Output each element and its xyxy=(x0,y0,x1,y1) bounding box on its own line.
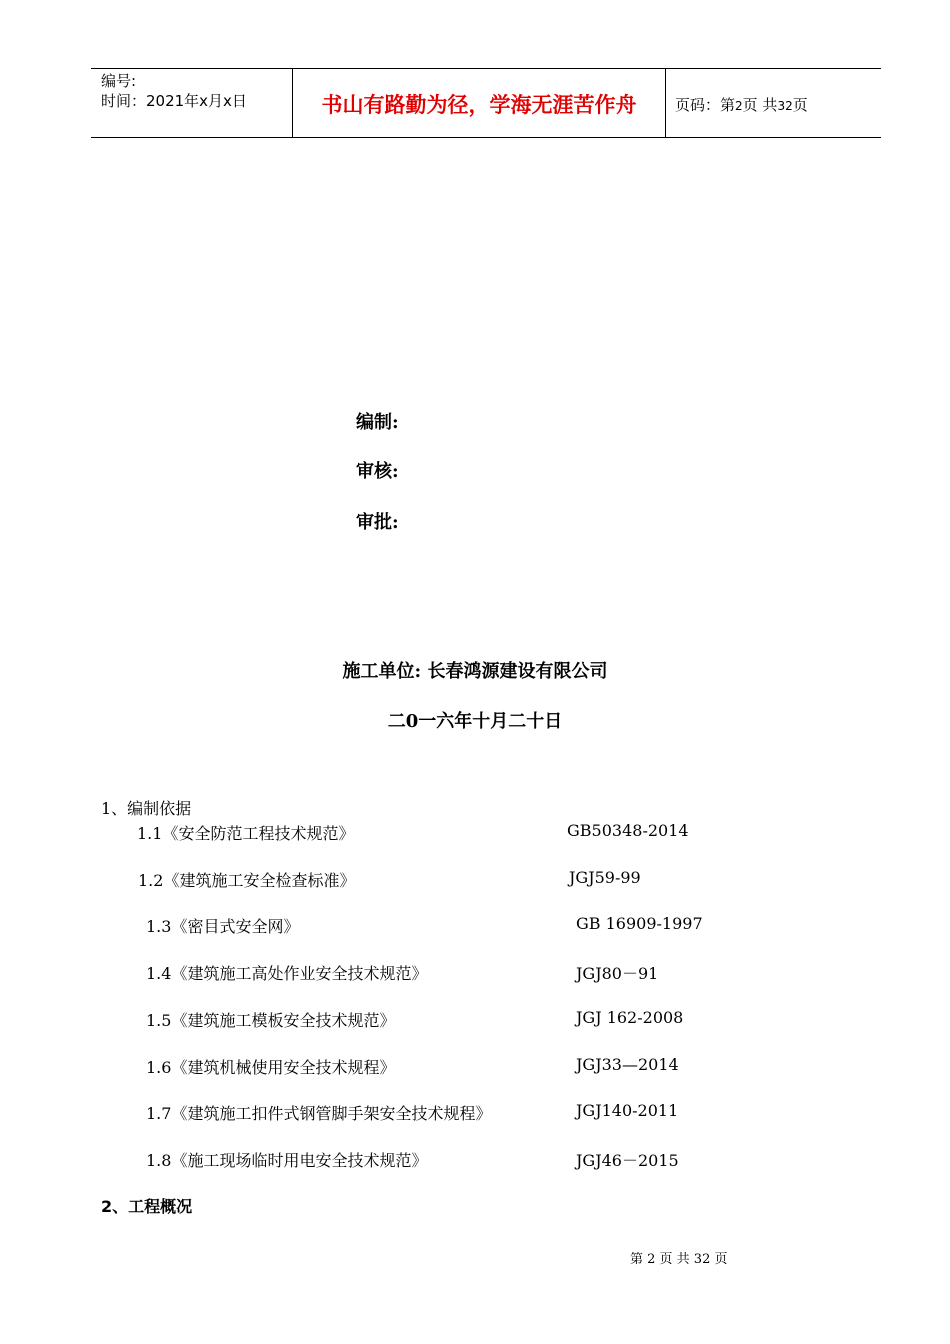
reference-name: 1.8《施工现场临时用电安全技术规范》 xyxy=(146,1151,428,1170)
page-mid: 页 共 xyxy=(742,96,778,114)
reference-code: JGJ59-99 xyxy=(569,868,641,887)
reference-code: JGJ80－91 xyxy=(576,964,659,983)
page-footer: 第 2 页 共 32 页 xyxy=(630,1252,728,1267)
reference-name: 1.7《建筑施工扣件式钢管脚手架安全技术规程》 xyxy=(146,1104,492,1123)
reference-name: 1.3《密目式安全网》 xyxy=(146,917,300,936)
reference-name: 1.2《建筑施工安全检查标准》 xyxy=(138,871,356,890)
page-total: 32 xyxy=(777,99,793,113)
page-current: 2 xyxy=(735,99,743,113)
reference-code: JGJ 162-2008 xyxy=(576,1008,684,1027)
section-2-heading: 2、工程概况 xyxy=(101,1197,193,1216)
header-page-number xyxy=(675,94,808,115)
reference-code: JGJ33—2014 xyxy=(576,1055,679,1074)
reference-name: 1.1《安全防范工程技术规范》 xyxy=(137,824,355,843)
page-prefix: 页码：第 xyxy=(675,96,736,114)
construction-company: 施工单位: 长春鸿源建设有限公司 xyxy=(342,661,608,682)
reference-name: 1.6《建筑机械使用安全技术规程》 xyxy=(146,1058,396,1077)
doc-time: 时间：2021年x月x日 xyxy=(101,92,247,110)
document-date: 二0一六年十月二十日 xyxy=(387,711,563,732)
header-divider xyxy=(665,69,666,137)
approved-by-label: 审批: xyxy=(356,512,399,533)
section-1-heading: 1、编制依据 xyxy=(101,799,192,818)
reference-name: 1.4《建筑施工高处作业安全技术规范》 xyxy=(146,964,428,983)
doc-number-label: 编号: xyxy=(101,72,137,90)
prepared-by-label: 编制: xyxy=(356,412,399,433)
reference-code: GB50348-2014 xyxy=(567,821,689,840)
header-meta xyxy=(101,71,247,111)
header-motto: 书山有路勤为径，学海无涯苦作舟 xyxy=(321,93,637,117)
reviewed-by-label: 审核: xyxy=(356,461,399,482)
reference-name: 1.5《建筑施工模板安全技术规范》 xyxy=(146,1011,396,1030)
reference-code: JGJ46－2015 xyxy=(576,1151,679,1170)
page-header xyxy=(91,68,881,138)
reference-code: GB 16909-1997 xyxy=(576,914,703,933)
page-suffix: 页 xyxy=(792,96,808,114)
reference-code: JGJ140-2011 xyxy=(576,1101,679,1120)
